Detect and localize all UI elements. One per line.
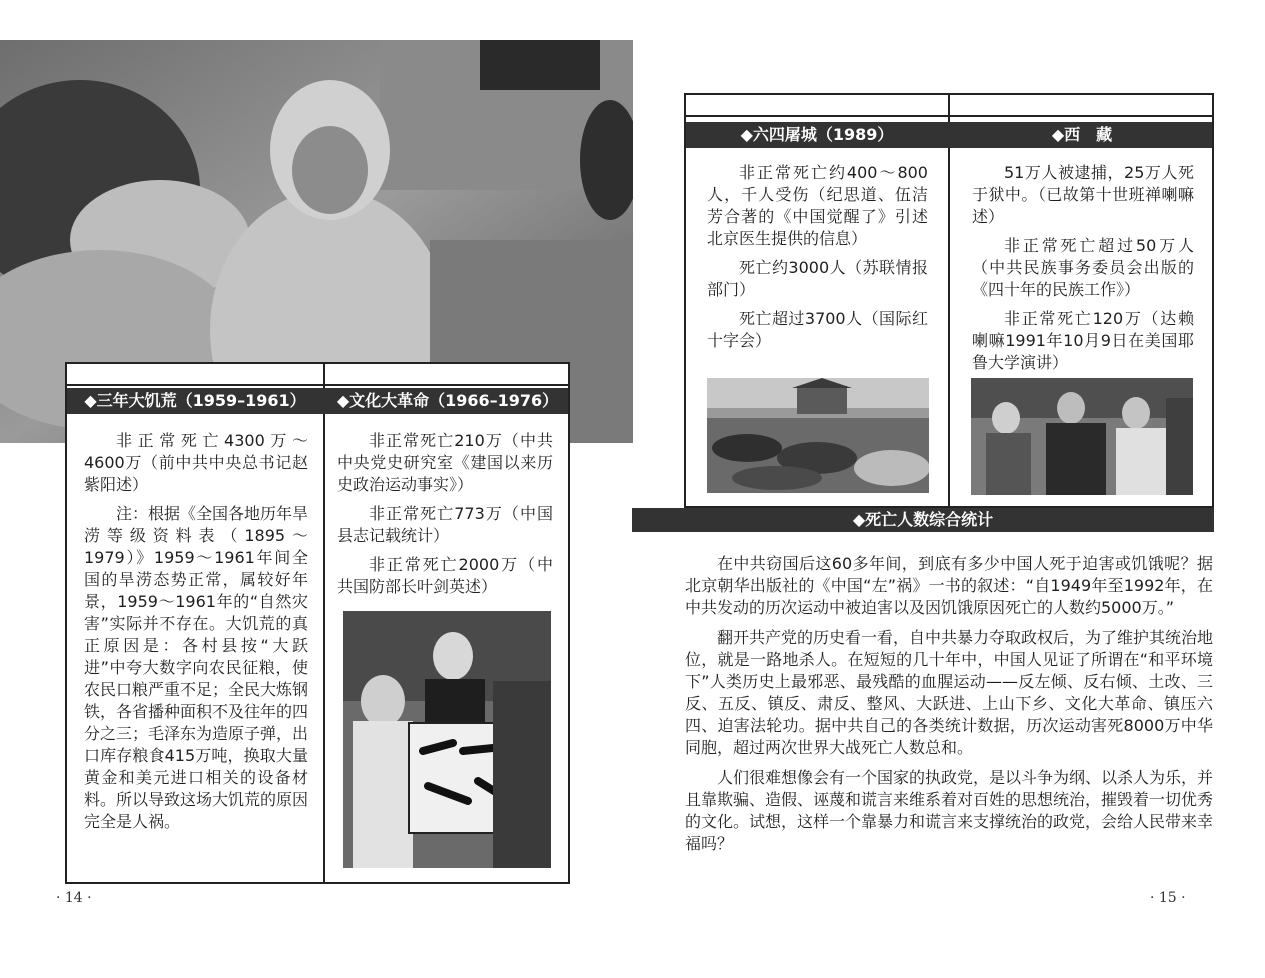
column-divider — [948, 95, 950, 506]
tiananmen-deaths-3: 死亡超过3700人（国际红十字会） — [707, 309, 928, 350]
famine-header: ◆三年大饥荒（1959–1961） — [84, 391, 306, 410]
summary-paragraph-2: 翻开共产党的历史看一看，自中共暴力夺取政权后，为了维护其统治地位，就是一路地杀人。在短短的几十年中，中国人见证了所谓在“和平环境下”人类历史上最邪恶、最残酷的血腥运动——反左倾、反右倾、土改、三反、五反、镇反、肃反、整风、大跃进、上山下乡、文化大革命、镇压六四、迫害法轮功。据中共自己的各类统计数据，历次运动害死8000万中华同胞，超过两次世界大战死亡人数总和。 — [685, 628, 1214, 757]
tibet-deaths-1: 51万人被逮捕，25万人死于狱中。（已故第十世班禅喇嘛述） — [972, 163, 1194, 226]
page-number-left: · 14 · — [56, 890, 92, 906]
summary-header: ◆死亡人数综合统计 — [852, 510, 994, 529]
box-top-strip — [67, 364, 568, 386]
tiananmen-header: ◆六四屠城（1989） — [740, 125, 894, 144]
cr-deaths-1: 非正常死亡210万（中共中央党史研究室《建国以来历史政治运动事实》） — [337, 431, 553, 494]
right-header-bar — [686, 122, 1212, 148]
famine-note: 注：根据《全国各地历年旱涝等级资料表（1895～1979）》1959～1961年间全国的旱涝态势正常，属较好年景，1959～1961年的“自然灾害”实际并不存在。大饥荒的真正原因是：各村县按“大跃进”中夸大数字向农民征粮，使农民口粮严重不足；全民大炼钢铁，各省播种面积不及往年的四分之三；毛泽东为造原子弹，出口库存粮食415万吨，换取大量黄金和美元进口相关的设备材料。所以导致这场大饥荒的原因完全是人祸。 — [84, 504, 309, 831]
cultural-revolution-photo — [343, 611, 551, 868]
tibet-deaths-2: 非正常死亡超过50万人（中共民族事务委员会出版的《四十年的民族工作》） — [972, 236, 1194, 299]
tiananmen-text — [707, 162, 928, 359]
tibet-text — [972, 162, 1194, 381]
famine-text — [84, 430, 308, 840]
tiananmen-deaths-1: 非正常死亡约400～800人，千人受伤（纪思道、伍洁芳合著的《中国觉醒了》引述北京医生提供的信息） — [707, 163, 928, 248]
cultural-revolution-text — [337, 430, 553, 605]
cr-deaths-3: 非正常死亡2000万（中共国防部长叶剑英述） — [337, 555, 553, 596]
left-header-bar — [67, 388, 568, 414]
tibet-arrest-photo — [971, 378, 1193, 495]
cr-deaths-2: 非正常死亡773万（中国县志记载统计） — [337, 504, 553, 545]
summary-header-bar — [632, 508, 1214, 532]
summary-body — [685, 553, 1213, 863]
column-divider — [323, 364, 325, 882]
tiananmen-deaths-2: 死亡约3000人（苏联情报部门） — [707, 258, 928, 299]
cultural-revolution-header: ◆文化大革命（1966–1976） — [336, 391, 559, 410]
tiananmen-tanks-photo — [707, 378, 929, 493]
famine-deaths: 非正常死亡4300万～4600万（前中共中央总书记赵紫阳述） — [84, 431, 308, 494]
tibet-deaths-3: 非正常死亡120万（达赖喇嘛1991年10月9日在美国耶鲁大学演讲） — [972, 309, 1194, 372]
summary-paragraph-3: 人们很难想像会有一个国家的执政党，是以斗争为纲、以杀人为乐，并且靠欺骗、造假、诬蔑和谎言来维系着对百姓的思想统治，摧毁着一切优秀的文化。试想，这样一个靠暴力和谎言来支撑统治的政党，会给人民带来幸福吗？ — [685, 768, 1214, 853]
page-number-right: · 15 · — [1150, 890, 1186, 906]
summary-paragraph-1: 在中共窃国后这60多年间，到底有多少中国人死于迫害或饥饿呢？据北京朝华出版社的《中国“左”祸》一书的叙述：“自1949年至1992年，在中共发动的历次运动中被迫害以及因饥饿原因死亡的人数约5000万。” — [685, 554, 1213, 617]
right-stats-box — [684, 93, 1214, 508]
tibet-header: ◆西 藏 — [1051, 125, 1113, 144]
left-stats-box — [65, 362, 570, 884]
